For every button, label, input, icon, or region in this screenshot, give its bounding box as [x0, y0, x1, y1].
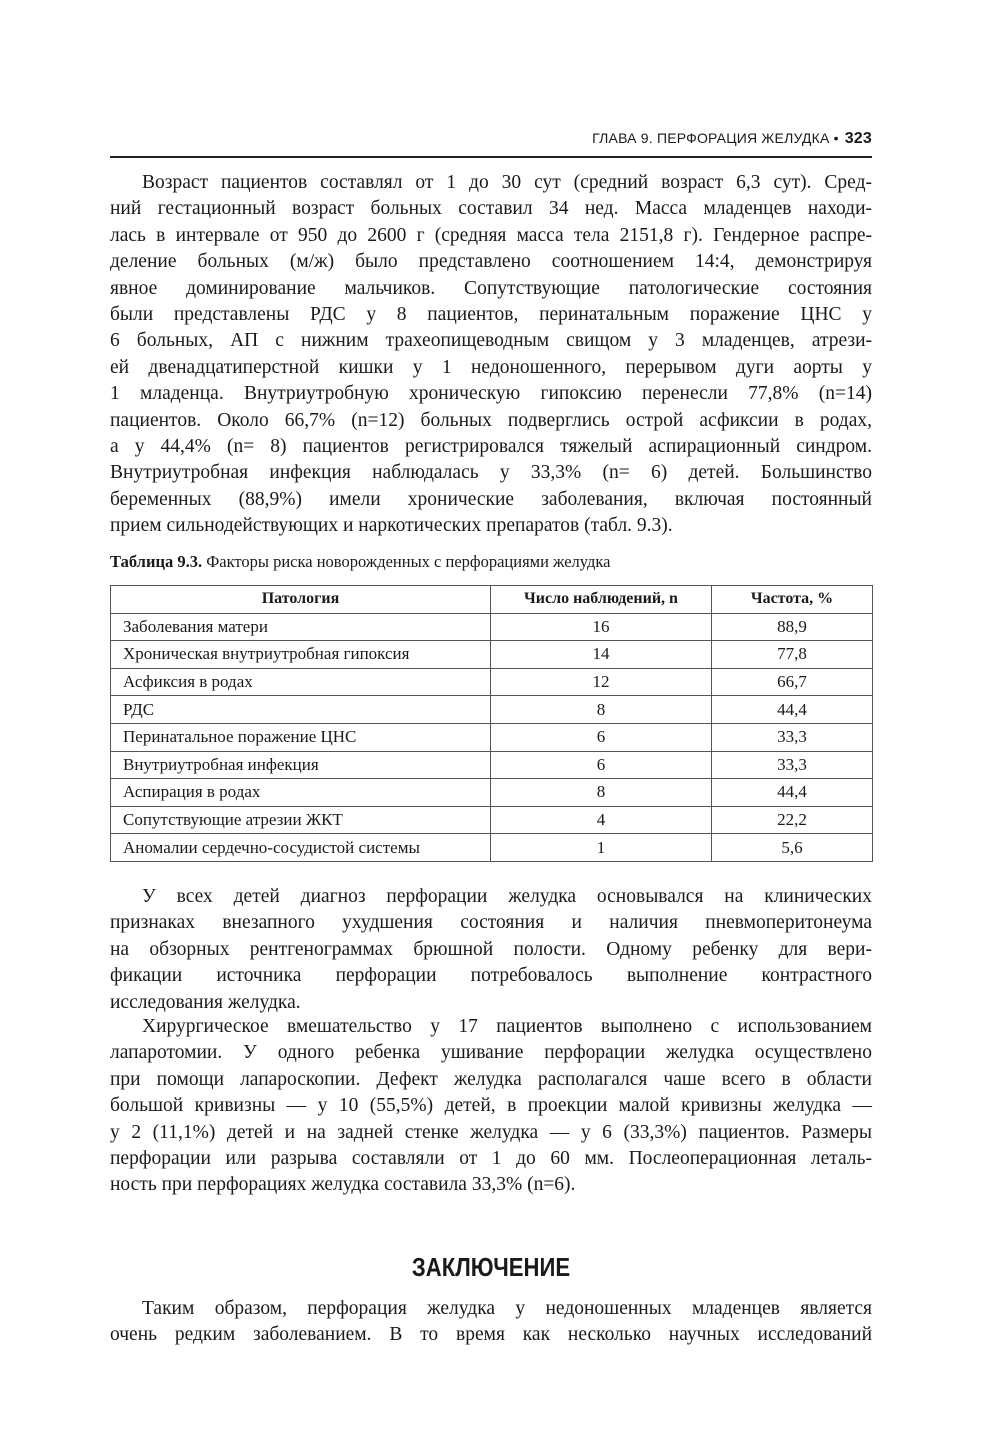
- text-line: Внутриутробная инфекция наблюдалась у 33,3% (n= 6) детей. Большинство: [110, 462, 872, 484]
- text-line: исследования желудка.: [110, 991, 301, 1013]
- table-caption-text: Факторы риска новорожденных с перфорациями желудка: [202, 552, 611, 571]
- table-row: [111, 806, 873, 834]
- count-cell: 16: [491, 613, 712, 641]
- count-cell: 8: [491, 779, 712, 807]
- frequency-cell: 77,8: [712, 641, 873, 669]
- table-row: [111, 834, 873, 862]
- text-line: большой кривизны — у 10 (55,5%) детей, в проекции малой кривизны желудка —: [110, 1095, 872, 1117]
- frequency-cell: 88,9: [712, 613, 873, 641]
- text-line: фикации источника перфорации потребовалось выполнение контрастного: [110, 965, 872, 987]
- table-row: [111, 723, 873, 751]
- pathology-cell: Перинатальное поражение ЦНС: [111, 723, 491, 751]
- table-row: [111, 668, 873, 696]
- pathology-cell: Асфиксия в родах: [111, 668, 491, 696]
- text-line: Возраст пациентов составлял от 1 до 30 сут (средний возраст 6,3 сут). Сред-: [142, 172, 872, 193]
- pathology-cell: РДС: [111, 696, 491, 724]
- frequency-cell: 33,3: [712, 723, 873, 751]
- table-row: [111, 696, 873, 724]
- text-line: а у 44,4% (n= 8) пациентов регистрировался тяжелый аспирационный синдром.: [110, 435, 872, 457]
- column-header: Патология: [111, 586, 491, 614]
- count-cell: 6: [491, 751, 712, 779]
- text-line: у 2 (11,1%) детей и на задней стенке желудка — у 6 (33,3%) пациентов. Размеры: [110, 1121, 872, 1143]
- frequency-cell: 22,2: [712, 806, 873, 834]
- text-line: лась в интервале от 950 до 2600 г (средняя масса тела 2151,8 г). Гендерное распре-: [110, 224, 872, 246]
- pathology-cell: Аспирация в родах: [111, 779, 491, 807]
- paragraph-2: [110, 884, 872, 1016]
- count-cell: 8: [491, 696, 712, 724]
- text-line: 6 больных, АП с нижним трахеопищеводным свищом у 3 младенцев, атрези-: [110, 330, 872, 352]
- table-row: [111, 613, 873, 641]
- text-line: при помощи лапароскопии. Дефект желудка располагался чаше всего в области: [110, 1068, 872, 1090]
- count-cell: 6: [491, 723, 712, 751]
- text-line: У всех детей диагноз перфорации желудка основывался на клинических: [142, 886, 872, 907]
- count-cell: 12: [491, 668, 712, 696]
- pathology-cell: Заболевания матери: [111, 613, 491, 641]
- column-header: Число наблюдений, n: [491, 586, 712, 614]
- text-line: ний гестационный возраст больных составил 34 нед. Масса младенцев находи-: [110, 198, 872, 220]
- text-line: были представлены РДС у 8 пациентов, перинатальным поражение ЦНС у: [110, 303, 872, 325]
- frequency-cell: 66,7: [712, 668, 873, 696]
- table-caption: [110, 552, 611, 572]
- pathology-cell: Внутриутробная инфекция: [111, 751, 491, 779]
- paragraph-3: [110, 1014, 872, 1199]
- count-cell: 4: [491, 806, 712, 834]
- text-line: ность при перфорациях желудка составила 33,3% (n=6).: [110, 1174, 576, 1196]
- table-caption-label: Таблица 9.3.: [110, 552, 203, 571]
- table-row: [111, 779, 873, 807]
- section-title: ЗАКЛЮЧЕНИЕ: [411, 1252, 571, 1282]
- text-line: беременных (88,9%) имели хронические заболевания, включая постоянный: [110, 488, 872, 510]
- text-line: на обзорных рентгенограммах брюшной полости. Одному ребенку для вери-: [110, 938, 872, 960]
- pathology-cell: Аномалии сердечно-сосудистой системы: [111, 834, 491, 862]
- frequency-cell: 44,4: [712, 779, 873, 807]
- text-line: прием сильнодействующих и наркотических препаратов (табл. 9.3).: [110, 515, 673, 537]
- text-line: пациентов. Около 66,7% (n=12) больных подверглись острой асфиксии в родах,: [110, 409, 872, 431]
- text-line: Таким образом, перфорация желудка у недоношенных младенцев является: [142, 1298, 872, 1319]
- text-line: явное доминирование мальчиков. Сопутствующие патологические состояния: [110, 277, 872, 299]
- frequency-cell: 44,4: [712, 696, 873, 724]
- text-line: деление больных (м/ж) было представлено соотношением 14:4, демонстрируя: [110, 251, 872, 273]
- pathology-cell: Хроническая внутриутробная гипоксия: [111, 641, 491, 669]
- paragraph-1: [110, 170, 872, 539]
- text-line: ей двенадцатиперстной кишки у 1 недоношенного, перерывом дуги аорты у: [110, 356, 872, 378]
- frequency-cell: 33,3: [712, 751, 873, 779]
- text-line: перфорации или разрыва составляли от 1 до 60 мм. Послеоперационная леталь-: [110, 1147, 872, 1169]
- text-line: 1 младенца. Внутриутробную хроническую гипоксию перенесли 77,8% (n=14): [110, 383, 872, 405]
- frequency-cell: 5,6: [712, 834, 873, 862]
- table-row: [111, 641, 873, 669]
- table-row: [111, 751, 873, 779]
- text-line: признаках внезапного ухудшения состояния и наличия пневмоперитонеума: [110, 912, 872, 934]
- running-title: ГЛАВА 9. ПЕРФОРАЦИЯ ЖЕЛУДКА •: [592, 130, 839, 146]
- page-number: 323: [844, 130, 872, 147]
- column-header: Частота, %: [712, 586, 873, 614]
- text-line: лапаротомии. У одного ребенка ушивание перфорации желудка осуществлено: [110, 1042, 872, 1064]
- count-cell: 1: [491, 834, 712, 862]
- text-line: очень редким заболеванием. В то время как несколько научных исследований: [110, 1324, 872, 1346]
- risk-factors-table: [110, 585, 873, 862]
- text-line: Хирургическое вмешательство у 17 пациентов выполнено с использованием: [142, 1016, 872, 1037]
- count-cell: 14: [491, 641, 712, 669]
- running-header: [110, 130, 872, 158]
- paragraph-4: [110, 1296, 872, 1349]
- pathology-cell: Сопутствующие атрезии ЖКТ: [111, 806, 491, 834]
